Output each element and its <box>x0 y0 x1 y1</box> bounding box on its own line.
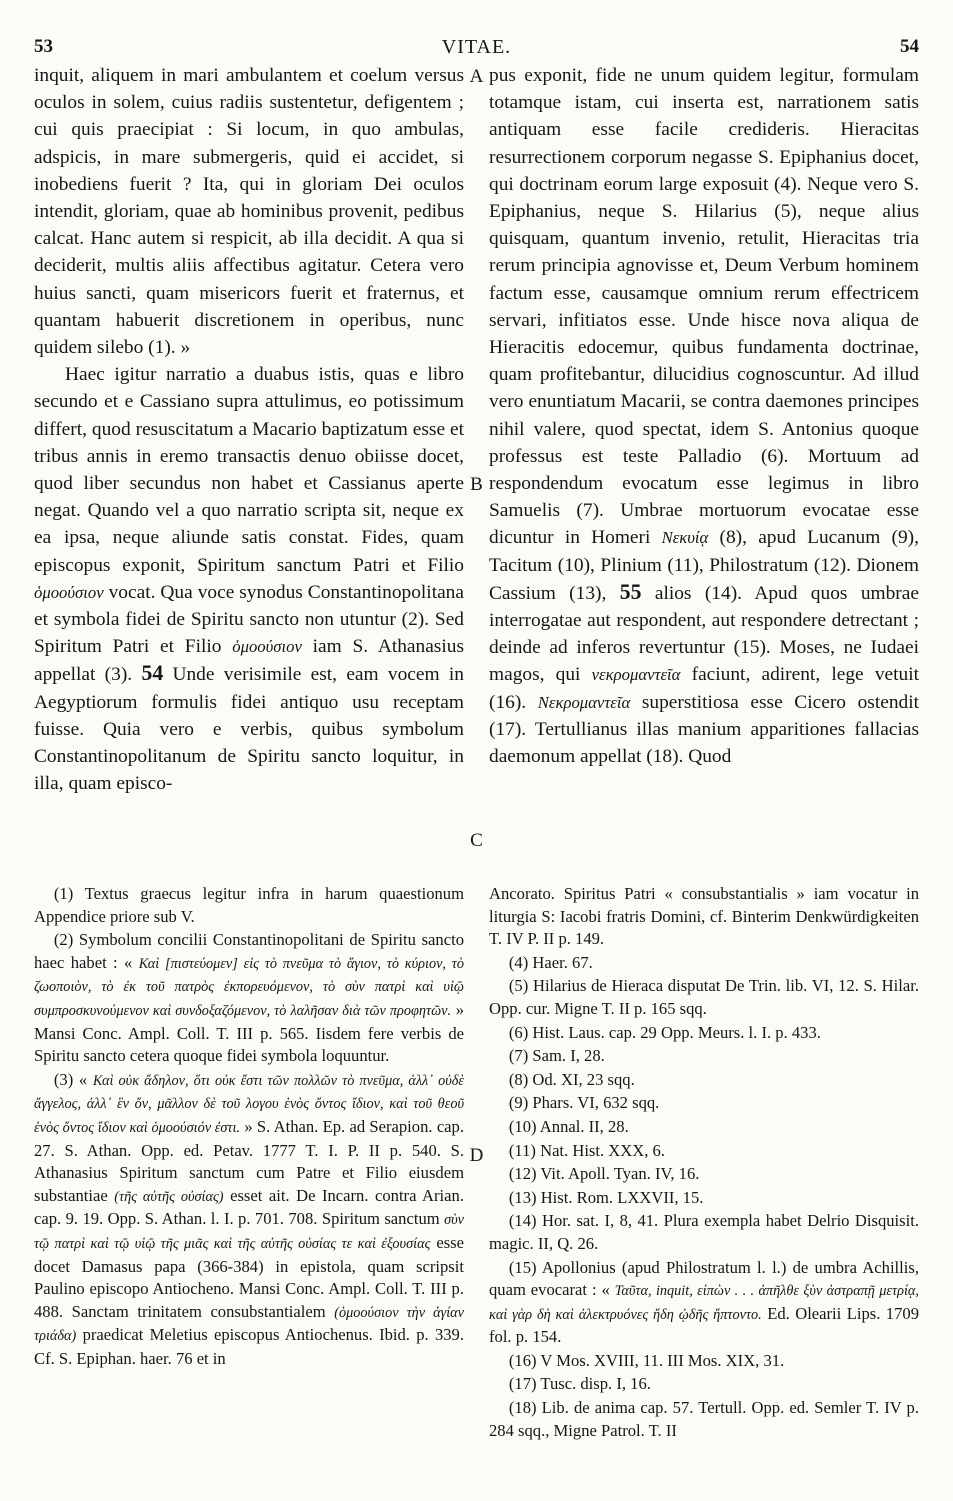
page-header <box>34 26 919 62</box>
text-span: iam S. Athanasius appellat (3). <box>34 636 464 686</box>
footnote-18: (18) Lib. de anima cap. 57. Tertull. Opp. ed. Semler T. IV p. 284 sqq., Migne Patrol. T. II <box>489 1398 919 1440</box>
text-span: Haec igitur narratio a duabus istis, quas e libro secundo et e Cassiano supra attulimus, eo potissimum differt, quod resuscitatum a Macario baptizatum esse et tribus annis in eremo transactis denuo obiisse docet, quod liber secundus non habet et Cassianus aperte negat. Quando vel a quo narratio scripta sit, neque ex ea ipsa, neque aliunde satis constat. Fides, quam episcopus exponit, Spiritum sanctum Patri et Filio <box>34 364 464 576</box>
greek-term: (τῆς αὐτῆς οὐσίας) <box>114 1188 224 1205</box>
main-text <box>34 62 919 877</box>
page-number-right: 54 <box>900 36 919 57</box>
text-span: alios (14). Apud quos umbrae interrogatae aut respondent, aut respondere detrectant ; deinde ad inferos revertuntur (15). Moses, ne Iudaei magos, qui <box>489 582 919 686</box>
footnote-13: (13) Hist. Rom. LXXVII, 15. <box>508 1187 704 1207</box>
page-number-left: 53 <box>34 36 53 57</box>
text-span: Ed. Olearii Lips. 1709 fol. p. 154. <box>489 1303 919 1347</box>
margin-letter-a: A <box>469 66 484 87</box>
text-span: (3) « <box>53 1069 88 1089</box>
text-span: » Mansi Conc. Ampl. Coll. T. III p. 565. Iisdem fere verbis de Spiritu sancto cetera quoque fidei symbola loquuntur. <box>34 999 464 1066</box>
text-span: praedicat Meletius episcopus Antiochenus. Ibid. p. 339. Cf. S. Epiphan. haer. 76 et in <box>34 1325 464 1368</box>
left-column <box>34 62 464 877</box>
footnote-11: (11) Nat. Hist. XXX, 6. <box>508 1140 665 1160</box>
page-marker-54: 54 <box>141 661 164 686</box>
greek-quote: Καὶ οὐκ ἄδηλον, ὅτι οὐκ ἔστι τῶν πολλῶν τὸ πνεῦμα, ἀλλ᾽ οὐδὲ ἄγγελος, ἀλλ᾽ ἓν ὄν, μᾶλλον δὲ τοῦ λογου ἑνὸς ὄντος ἴδιον, καὶ τοῦ θεοῦ ἑνὸς ὄντος ἴδιον καὶ ὁμοούσιόν ἐστι. <box>34 1072 465 1136</box>
text-span: esset ait. De Incarn. contra Arian. cap. 9. 19. Opp. S. Athan. l. I. p. 701. 708. Spiritum sanctum <box>34 1185 464 1229</box>
greek-term: Νεκρομαντεῖα <box>537 692 631 712</box>
footnote-14: (14) Hor. sat. I, 8, 41. Plura exempla habet Delrio Disquisit. magic. II, Q. 26. <box>489 1211 919 1253</box>
greek-term: νεκρομαντεῖα <box>591 665 681 685</box>
greek-quote: Καὶ [πιστεύομεν] εἰς τὸ πνεῦμα τὸ ἅγιον, τὸ κύριον, τὸ ζωοποιὸν, τὸ ἐκ τοῦ πατρὸς ἐκπορευόμενον, τὸ σὺν πατρὶ καὶ υἱῷ συμπροσκυνούμενον καὶ συνδοξαζόμενον, τὸ λαλῆσαν διὰ τῶν προφητῶν. <box>34 955 465 1019</box>
text-span: (8), apud Lucanum (9), Tacitum (10), Plinium (11), Philostratum (12). Dionem Cassium (13), <box>489 527 919 604</box>
right-column <box>489 62 919 877</box>
footnote-12: (12) Vit. Apoll. Tyan. IV, 16. <box>508 1164 700 1184</box>
footnote-4: (4) Haer. 67. <box>508 952 593 972</box>
left-paragraph-2 <box>34 361 464 797</box>
footnotes-left <box>34 883 464 1443</box>
text-span: vocat. Qua voce synodus Constantinopolitana et symbola fidei de Spiritu sancto non utuntur (2). Sed Spiritum Patri et Filio <box>34 581 464 658</box>
greek-term: ὁμοούσιον <box>232 637 302 657</box>
right-paragraph <box>489 62 919 770</box>
left-paragraph-1: inquit, aliquem in mari ambulantem et coelum versus oculos in solem, cuius radiis sustentetur, defigentem ; cui quis praecipiat : Si locum, in quo ambulas, adspicis, in mare submergeris, quid ei accidet, si inobediens fuerit ? Ita, qui in gloriam Dei oculos intendit, gloriam, quae ab hominibus provenit, pedibus calcat. Hanc autem si respicit, ab illa decidit. A qua si deciderit, multis aliis affectibus agitatur. Cetera vero huius sancti, quam misericors fuerit et fraternus, et quantam habuerit discretionem in operibus, nunc quidem silebo (1). » <box>34 65 464 359</box>
margin-letter-b: B <box>470 474 483 495</box>
text-span: esse docet Damasus papa (366-384) in epistola, quam scripsit Paulino episcopo Antiocheno. Mansi Conc. Ampl. Coll. T. III p. 488. Sanctam trinitatem consubstantialem <box>34 1232 465 1321</box>
footnote-9: (9) Phars. VI, 632 sqq. <box>508 1093 660 1113</box>
margin-letter-c: C <box>470 830 483 851</box>
footnote-7: (7) Sam. I, 28. <box>508 1046 605 1066</box>
footnote-17: (17) Tusc. disp. I, 16. <box>508 1374 651 1394</box>
footnotes <box>34 883 919 1443</box>
text-span: superstitiosa esse Cicero ostendit (17). Tertullianus illas manium apparitiones fallacias daemonum appellat (18). Quod <box>489 691 919 768</box>
text-span: » S. Athan. Ep. ad Serapion. cap. 27. S. Athan. Opp. ed. Petav. 1777 T. I. P. II p. 540. S. Athanasius Spiritum sanctum cum Patre et Filio eiusdem substantiae <box>34 1116 464 1205</box>
running-title: VITAE. <box>441 36 512 58</box>
greek-term: Νεκυίᾳ <box>661 528 709 548</box>
footnote-3 <box>34 1069 464 1371</box>
text-span: faciunt, adirent, lege vetuit (16). <box>489 664 919 713</box>
text-span: (15) Apollonius (apud Philostratum l. l.) de umbra Achillis, quam evocarat : « <box>489 1257 919 1300</box>
footnote-16: (16) V Mos. XVIII, 11. III Mos. XIX, 31. <box>508 1350 785 1370</box>
greek-term: (ὁμοούσιον τὴν ἁγίαν τριάδα) <box>34 1304 464 1345</box>
text-span: (2) Symbolum concilii Constantinopolitani de Spiritu sancto haec habet : « <box>34 930 464 972</box>
footnote-2 <box>34 929 464 1068</box>
text-span: pus exponit, fide ne unum quidem legitur, formulam totamque istam, cui inserta est, narrationem satis antiquam esse facile credideris. Hieracitas resurrectionem corporum negasse S. Epiphanius docet, qui doctrinam eorum large exposuit (4). Neque vero S. Epiphanius, neque S. Hilarius (5), neque alius quisquam, quantum invenio, retulit, Hieracitas tria rerum principia agnovisse et, Deum Verbum hominem factum esse, causamque omnium rerum effectricem servari, infitiatos esse. Unde hisce nova aliqua de Hieracitis edocemur, quibus fundamenta doctrinae, quam profitebantur, dilucidius cognoscuntur. Ad illud vero enuntiatum Macarii, se contra daemones principes nihil valere, quod spectat, idem S. Antonius quoque professus est teste Palladio (6). Mortuum ad respondendum evocatum esse legimus in libro Samuelis (7). Umbrae mortuorum evocatae esse dicuntur in Homeri <box>489 65 919 549</box>
footnotes-right <box>489 883 919 1443</box>
footnote-continuation: Ancorato. Spiritus Patri « consubstantialis » iam vocatur in liturgia S: Iacobi fratris Domini, cf. Binterim Denkwürdigkeiten T. IV P. II p. 149. <box>489 884 919 949</box>
page-marker-55: 55 <box>619 579 642 604</box>
footnote-1: (1) Textus graecus legitur infra in harum quaestionum Appendice priore sub V. <box>34 884 464 926</box>
footnote-5: (5) Hilarius de Hieraca disputat De Trin. lib. VI, 12. S. Hilar. Opp. cur. Migne T. II p. 165 sqq. <box>489 976 919 1018</box>
greek-term: ὁμοούσιον <box>34 582 104 602</box>
footnote-10: (10) Annal. II, 28. <box>508 1116 629 1136</box>
footnote-15 <box>489 1257 919 1349</box>
greek-quote: Ταῦτα, inquit, εἰπὼν . . . ἀπῆλθε ξὺν ἀστραπῇ μετρίᾳ, καὶ γὰρ δὴ καὶ ἀλεκτρυόνες ἤδη ᾠδῆς ἥπτοντο. <box>489 1283 919 1323</box>
margin-letter-d: D <box>469 1145 484 1166</box>
footnote-6: (6) Hist. Laus. cap. 29 Opp. Meurs. l. I. p. 433. <box>508 1022 821 1042</box>
text-span: Unde verisimile est, eam vocem in Aegyptiorum formulis fidei antiquo usu receptam fuisse. Quia vero e verbis, quibus symbolum Constantinopolitanum de Spiritu sancto loquitur, in illa, quam episco- <box>34 664 464 795</box>
footnote-8: (8) Od. XI, 23 sqq. <box>508 1069 635 1089</box>
greek-quote: σὺν τῷ πατρὶ καὶ τῷ υἱῷ τῆς μιᾶς καὶ τῆς αὐτῆς οὐσίας τε καὶ ἐξουσίας <box>34 1212 464 1252</box>
